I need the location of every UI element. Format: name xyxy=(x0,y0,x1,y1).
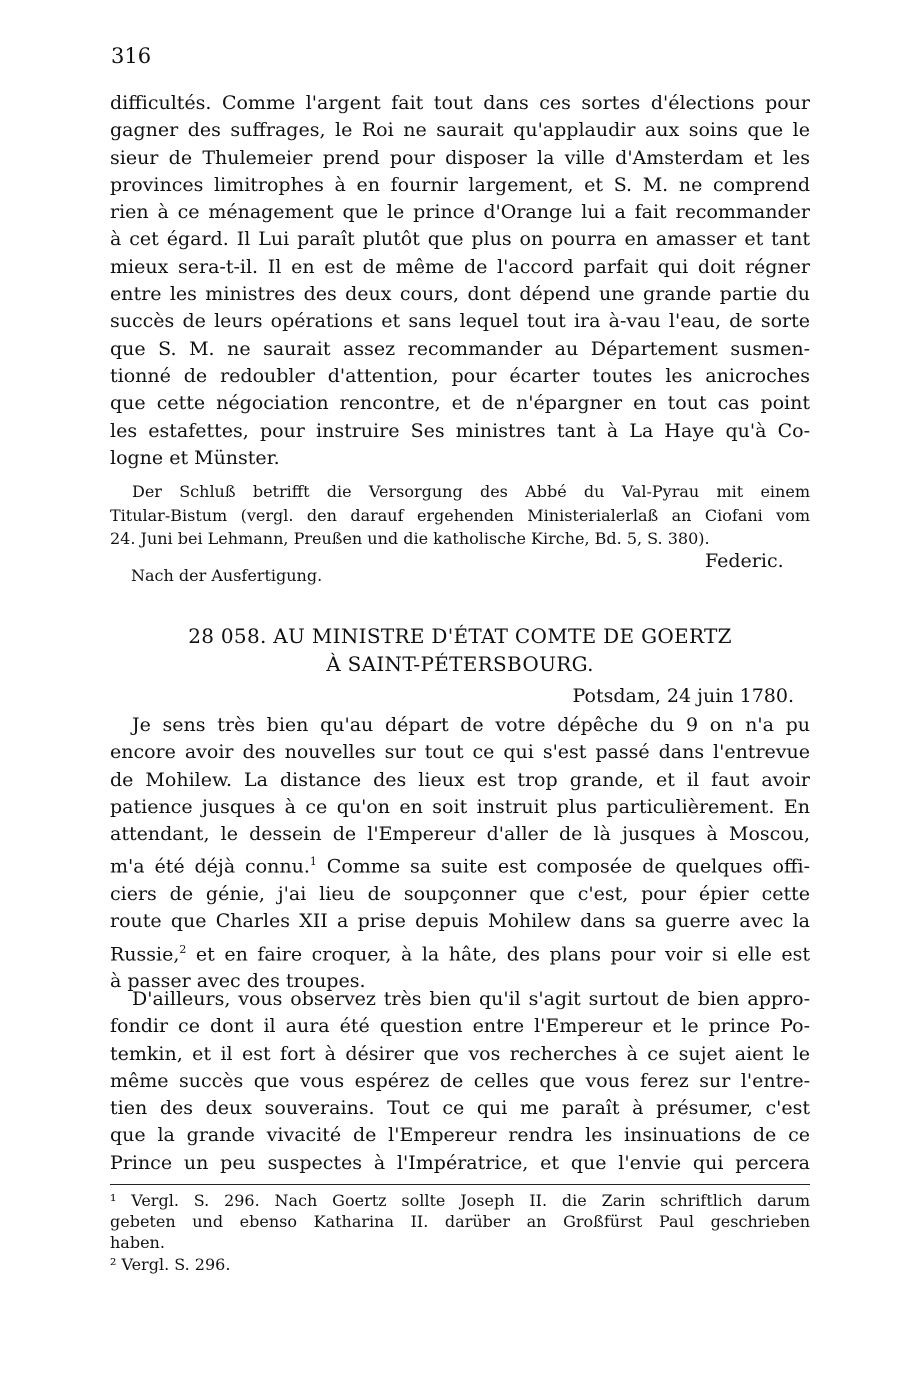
text-line: sieur de Thulemeier prend pour disposer la ville d'Amsterdam et les xyxy=(110,146,810,169)
footnote-marker: 1 xyxy=(309,855,317,869)
text-line: que la grande vivacité de l'Empereur rendra les insinuations de ce xyxy=(110,1124,810,1147)
text-line: provinces limitrophes à en fournir largement, et S. M. ne comprend xyxy=(110,173,810,196)
footnote-line: ¹ Vergl. S. 296. Nach Goertz sollte Joseph II. die Zarin schriftlich darum xyxy=(110,1191,810,1210)
text-line: D'ailleurs, vous observez très bien qu'il s'agit surtout de bien appro- xyxy=(132,988,810,1010)
text-segment: Comme sa suite est composée de quelques offi- xyxy=(316,855,810,878)
letter-paragraph-2 xyxy=(110,986,810,1177)
text-line: difficultés. Comme l'argent fait tout dans ces sortes d'élections pour xyxy=(110,92,810,114)
text-segment: m'a été déjà connu. xyxy=(110,855,310,878)
text-line: succès de leurs opérations et sans lequel tout ira à-vau l'eau, de sorte xyxy=(110,310,810,333)
text-line: entre les ministres des deux cours, dont dépend une grande partie du xyxy=(110,283,810,306)
letter-paragraph-1 xyxy=(110,712,810,996)
text-line: Je sens très bien qu'au départ de votre dépêche du 9 on n'a pu xyxy=(132,714,810,736)
text-line: tien des deux souverains. Tout ce qui me paraît à présumer, c'est xyxy=(110,1097,810,1120)
text-line: ciers de génie, j'ai lieu de soupçonner que c'est, pour épier cette xyxy=(110,883,810,906)
text-line: Prince un peu suspectes à l'Impératrice, et que l'envie qui percera xyxy=(110,1151,810,1174)
footnote-line: haben. xyxy=(110,1233,165,1252)
text-line: que cette négociation rencontre, et de n'épargner en tout cas point xyxy=(110,392,810,415)
editor-note xyxy=(110,480,810,551)
text-line-with-footnote xyxy=(110,848,810,881)
text-line: à passer avec des troupes. xyxy=(110,970,366,993)
footnote-rule xyxy=(110,1184,810,1185)
footnote-line: ² Vergl. S. 296. xyxy=(110,1255,231,1274)
page-number: 316 xyxy=(111,44,152,68)
text-line: gagner des suffrages, le Roi ne saurait qu'applaudir aux soins que le xyxy=(110,119,810,142)
text-line: tionné de redoubler d'attention, pour écarter toutes les anicroches xyxy=(110,364,810,387)
text-segment: et en faire croquer, à la hâte, des plans pour voir si elle est xyxy=(186,943,810,966)
footnote-line: gebeten und ebenso Katharina II. darüber an Großfürst Paul geschrieben xyxy=(110,1212,810,1231)
footnote-1 xyxy=(110,1190,810,1253)
text-line: à cet égard. Il Lui paraît plutôt que plus on pourra en amasser et tant xyxy=(110,228,810,251)
dateline: Potsdam, 24 juin 1780. xyxy=(572,685,794,707)
text-line: logne et Münster. xyxy=(110,446,280,469)
top-paragraph xyxy=(110,90,810,472)
text-segment: Russie, xyxy=(110,943,180,966)
text-line: les estafettes, pour instruire Ses ministres tant à La Haye qu'à Co- xyxy=(110,419,810,442)
footnote-marker: 2 xyxy=(179,942,187,956)
text-line: mieux sera-t-il. Il en est de même de l'accord parfait qui doit régner xyxy=(110,255,810,278)
text-line: encore avoir des nouvelles sur tout ce qui s'est passé dans l'entrevue xyxy=(110,741,810,764)
text-line: fondir ce dont il aura été question entre l'Empereur et le prince Po- xyxy=(110,1015,810,1038)
note-line: Der Schluß betrifft die Versorgung des Abbé du Val-Pyrau mit einem xyxy=(132,482,810,501)
text-line: route que Charles XII a prise depuis Mohilew dans sa guerre avec la xyxy=(110,910,810,933)
text-line: attendant, le dessein de l'Empereur d'aller de là jusques à Moscou, xyxy=(110,823,810,846)
note-line: Titular-Bistum (vergl. den darauf ergehenden Ministerialerlaß an Ciofani vom xyxy=(110,505,810,525)
text-line: temkin, et il est fort à désirer que vos recherches à ce sujet aient le xyxy=(110,1042,810,1065)
text-line: même succès que vous espérez de celles que vous ferez sur l'entre- xyxy=(110,1069,810,1092)
text-line: que S. M. ne saurait assez recommander au Département susmen- xyxy=(110,337,810,360)
signature: Federic. xyxy=(705,550,784,572)
letter-heading xyxy=(110,622,810,678)
footnote-2 xyxy=(110,1254,810,1275)
letter-heading-line: À SAINT-PÉTERSBOURG. xyxy=(326,652,594,676)
source-note: Nach der Ausfertigung. xyxy=(131,566,323,585)
letter-heading-line: 28 058. AU MINISTRE D'ÉTAT COMTE DE GOERTZ xyxy=(188,624,732,648)
text-line: patience jusques à ce qu'on en soit instruit plus particulièrement. En xyxy=(110,795,810,818)
text-line: de Mohilew. La distance des lieux est trop grande, et il faut avoir xyxy=(110,768,810,791)
note-line: 24. Juni bei Lehmann, Preußen und die katholische Kirche, Bd. 5, S. 380). xyxy=(110,529,710,548)
text-line: rien à ce ménagement que le prince d'Orange lui a fait recommander xyxy=(110,201,810,224)
text-line-with-footnote xyxy=(110,936,810,969)
